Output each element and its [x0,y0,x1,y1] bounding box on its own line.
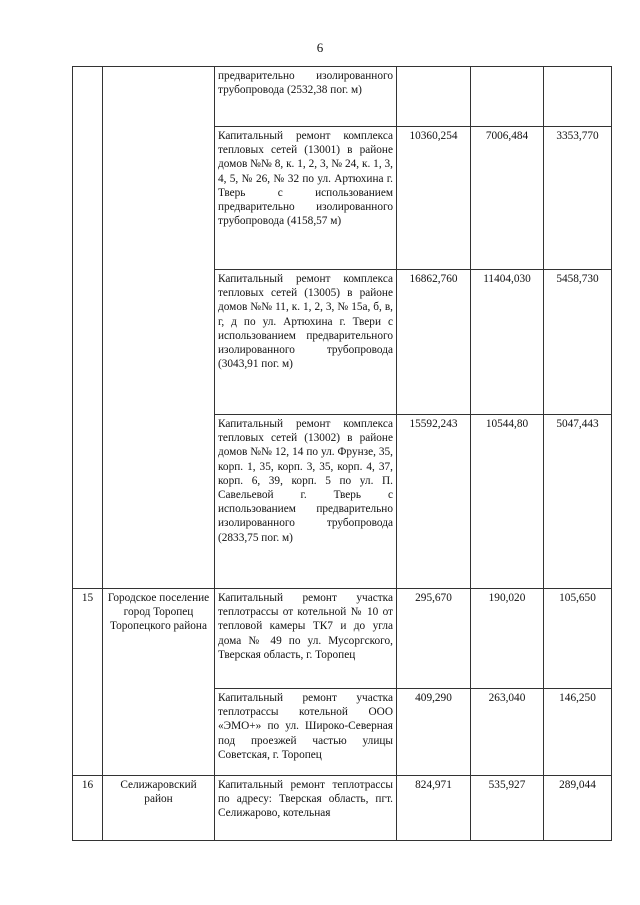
description-cell: Капитальный ремонт комплекса тепловых сетей (13005) в районе домов №№ 11, к. 1, 2, 3, № 15а, б, в, г, д по ул. Артюхина г. Твери с использованием предварительного изолированного трубопровода (3043,91 пог. м) [215,270,397,415]
description-cell: Капитальный ремонт теплотрассы по адресу: Тверская область, пгт. Селижарово, котельная [215,776,397,841]
description-cell: Капитальный ремонт комплекса тепловых сетей (13002) в районе домов №№ 12, 14 по ул. Фрунзе, 35, корп. 1, 35, корп. 3, 35, корп. 4, 37, корп. 6, 39, корп. 5 по ул. П. Савельевой г. Тверь с использованием предварительно изолированного трубопровода (2833,75 пог. м) [215,415,397,589]
total-cost-cell: 16862,760 [397,270,471,415]
municipality-cell: Селижаровский район [103,776,215,841]
local-budget-cell: 3353,770 [544,127,612,270]
local-budget-cell: 289,044 [544,776,612,841]
regional-budget-cell: 535,927 [471,776,544,841]
page-number: 6 [316,40,324,55]
local-budget-cell: 146,250 [544,689,612,776]
row-number-cell: 16 [73,776,103,841]
total-cost-cell: 409,290 [397,689,471,776]
total-cost-cell: 10360,254 [397,127,471,270]
total-cost-cell [397,67,471,127]
table-row [73,589,612,689]
total-cost-cell: 295,670 [397,589,471,689]
description-cell: предварительно изолированного трубопровода (2532,38 пог. м) [215,67,397,127]
description-cell: Капитальный ремонт участка теплотрассы котельной ООО «ЭМО+» по ул. Широко-Северная под проезжей частью улицы Советская, г. Торопец [215,689,397,776]
table-row [73,776,612,841]
regional-budget-cell: 190,020 [471,589,544,689]
local-budget-cell: 5047,443 [544,415,612,589]
total-cost-cell: 15592,243 [397,415,471,589]
municipality-cell: Городское поселение город Торопец Торопецкого района [103,589,215,776]
row-number-cell [73,67,103,589]
table-row [73,67,612,127]
funding-table [72,66,612,841]
row-number-cell: 15 [73,589,103,776]
local-budget-cell [544,67,612,127]
local-budget-cell: 5458,730 [544,270,612,415]
description-cell: Капитальный ремонт участка теплотрассы от котельной № 10 от тепловой камеры ТК7 и до угла дома № 49 по ул. Мусоргского, Тверская область, г. Торопец [215,589,397,689]
municipality-cell [103,67,215,589]
regional-budget-cell: 11404,030 [471,270,544,415]
local-budget-cell: 105,650 [544,589,612,689]
regional-budget-cell [471,67,544,127]
description-cell: Капитальный ремонт комплекса тепловых сетей (13001) в районе домов №№ 8, к. 1, 2, 3, № 24, к. 1, 3, 4, 5, № 26, № 32 по ул. Артюхина г. Тверь с использованием предварительно изолированного трубопровода (4158,57 м) [215,127,397,270]
regional-budget-cell: 10544,80 [471,415,544,589]
regional-budget-cell: 263,040 [471,689,544,776]
regional-budget-cell: 7006,484 [471,127,544,270]
total-cost-cell: 824,971 [397,776,471,841]
